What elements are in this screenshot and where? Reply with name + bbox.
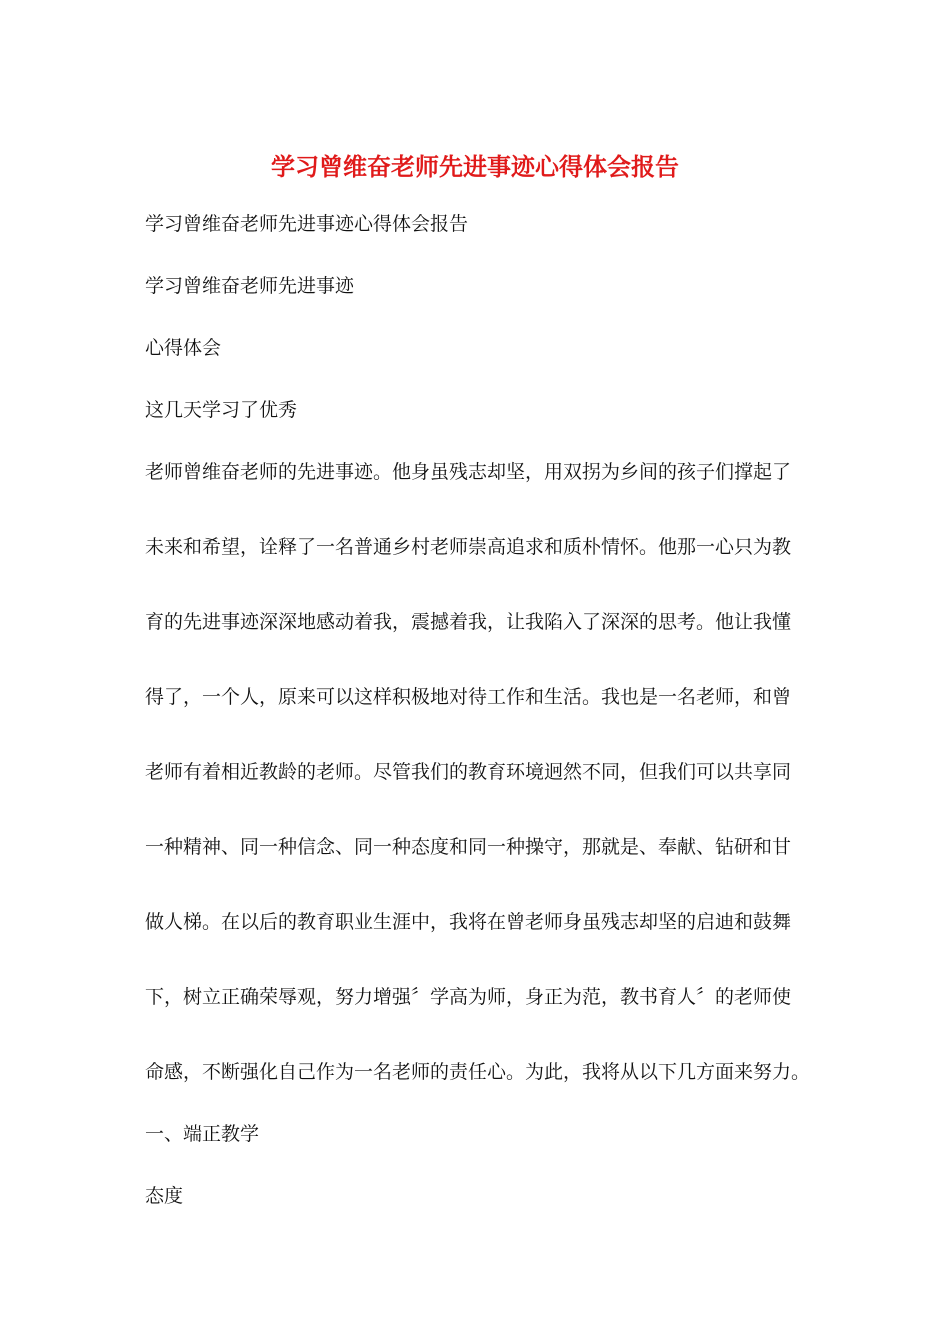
- paragraph-subheading-2: 心得体会: [145, 337, 222, 359]
- body-line-6: 一种精神、同一种信念、同一种态度和同一种操守，那就是、奉献、钻研和甘: [145, 836, 792, 858]
- body-line-3: 育的先进事迹深深地感动着我，震撼着我，让我陷入了深深的思考。他让我懂: [145, 611, 792, 633]
- body-line-5: 老师有着相近教龄的老师。尽管我们的教育环境迥然不同，但我们可以共享同: [145, 761, 792, 783]
- body-line-7: 做人梯。在以后的教育职业生涯中，我将在曾老师身虽残志却坚的启迪和鼓舞: [145, 911, 792, 933]
- section-heading-1: 一、端正教学: [145, 1123, 260, 1145]
- body-line-9: 命感，不断强化自己作为一名老师的责任心。为此，我将从以下几方面来努力。: [145, 1061, 811, 1083]
- body-line-4: 得了，一个人，原来可以这样积极地对待工作和生活。我也是一名老师，和曾: [145, 686, 792, 708]
- body-line-2: 未来和希望，诠释了一名普通乡村老师崇高追求和质朴情怀。他那一心只为教: [145, 536, 792, 558]
- paragraph-subheading: 学习曾维奋老师先进事迹: [145, 275, 355, 297]
- body-line-1: 老师曾维奋老师的先进事迹。他身虽残志却坚，用双拐为乡间的孩子们撑起了: [145, 461, 792, 483]
- section-heading-1-cont: 态度: [145, 1185, 184, 1207]
- paragraph-heading-repeat: 学习曾维奋老师先进事迹心得体会报告: [145, 213, 469, 235]
- document-title: 学习曾维奋老师先进事迹心得体会报告: [271, 152, 679, 181]
- paragraph-intro: 这几天学习了优秀: [145, 399, 298, 421]
- body-line-8: 下，树立正确荣辱观，努力增强〞学高为师，身正为范，教书育人〞的老师使: [145, 986, 792, 1008]
